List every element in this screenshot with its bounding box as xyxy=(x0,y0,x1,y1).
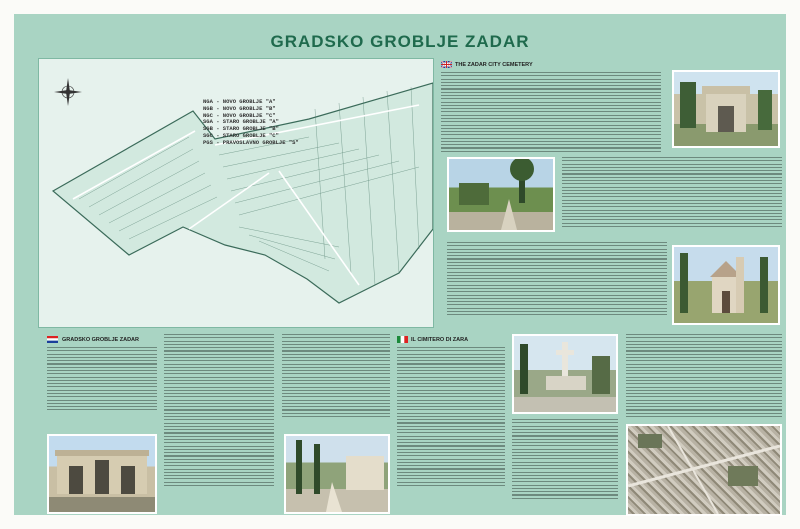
photo-entrance xyxy=(47,434,157,514)
croatian-text-col3 xyxy=(282,334,390,417)
legend-item: NGB - NOVO GROBLJE "B" xyxy=(203,104,276,112)
cemetery-map xyxy=(38,58,434,328)
italian-heading: IL CIMITERO DI ZARA xyxy=(411,337,469,343)
page-title: GRADSKO GROBLJE ZADAR xyxy=(270,32,530,51)
italian-text-col2 xyxy=(626,334,782,417)
croatian-text-col2 xyxy=(164,334,274,486)
croatia-flag-icon xyxy=(47,336,58,343)
photo-chapel xyxy=(672,245,780,325)
legend-item: SGC - STARO GROBLJE "C" xyxy=(203,131,279,139)
legend-item: PGS - PRAVOSLAVNO GROBLJE "S" xyxy=(203,138,299,146)
italian-text-col3 xyxy=(512,419,618,499)
photo-cemetery-gate xyxy=(672,70,780,148)
photo-cemetery-alley xyxy=(447,157,555,232)
italy-flag-icon xyxy=(397,336,408,343)
english-heading: THE ZADAR CITY CEMETERY xyxy=(455,62,533,68)
legend-item: NGA - NOVO GROBLJE "A" xyxy=(203,98,276,105)
legend-item: SGA - STARO GROBLJE "A" xyxy=(203,118,279,126)
uk-flag-icon xyxy=(441,61,452,68)
english-text-intro xyxy=(441,72,661,152)
english-text-history xyxy=(562,157,782,227)
photo-cypress-path xyxy=(284,434,390,514)
legend-item: NGC - NOVO GROBLJE "C" xyxy=(203,111,276,119)
legend-item: SGB - STARO GROBLJE "B" xyxy=(203,125,279,133)
croatian-heading: GRADSKO GROBLJE ZADAR xyxy=(62,337,140,343)
photo-aerial-view xyxy=(626,424,782,516)
italian-text-col1 xyxy=(397,347,505,486)
english-text-details xyxy=(447,242,667,315)
croatian-text-col1 xyxy=(47,347,157,410)
map-legend xyxy=(203,99,299,147)
photo-monument xyxy=(512,334,618,414)
compass-rose-icon xyxy=(53,77,83,107)
